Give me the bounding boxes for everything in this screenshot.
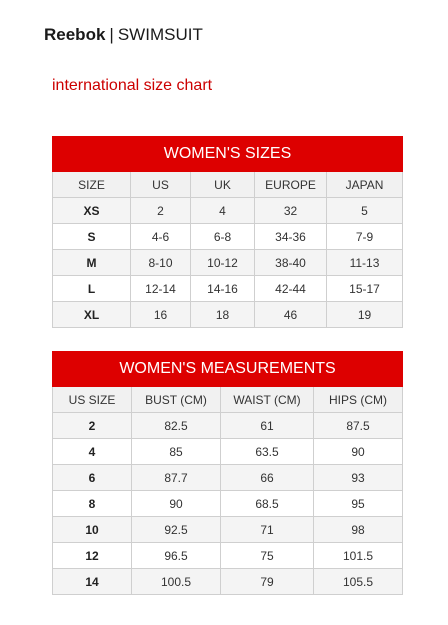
row-label-cell: 8 (53, 491, 132, 517)
table-cell: 82.5 (132, 413, 221, 439)
row-label-cell: 6 (53, 465, 132, 491)
column-header: EUROPE (255, 172, 327, 198)
table-cell: 38-40 (255, 250, 327, 276)
column-header: HIPS (CM) (314, 387, 403, 413)
row-label-cell: 4 (53, 439, 132, 465)
column-header: UK (191, 172, 255, 198)
table-row (53, 517, 403, 543)
page-header (44, 25, 203, 45)
table-cell: 90 (132, 491, 221, 517)
column-header: WAIST (CM) (221, 387, 314, 413)
womens-measurements-table (52, 351, 403, 595)
table-cell: 101.5 (314, 543, 403, 569)
table-row (53, 543, 403, 569)
table-cell: 34-36 (255, 224, 327, 250)
table-cell: 12-14 (131, 276, 191, 302)
table-row (53, 276, 403, 302)
table-cell: 79 (221, 569, 314, 595)
table-cell: 63.5 (221, 439, 314, 465)
column-header: JAPAN (327, 172, 403, 198)
row-label-cell: 14 (53, 569, 132, 595)
table-header-row (53, 172, 403, 198)
column-header: BUST (CM) (132, 387, 221, 413)
table-cell: 32 (255, 198, 327, 224)
table-cell: 66 (221, 465, 314, 491)
table-cell: 7-9 (327, 224, 403, 250)
table-cell: 61 (221, 413, 314, 439)
table-cell: 85 (132, 439, 221, 465)
size-chart-subtitle: international size chart (52, 77, 213, 94)
table-cell: 87.7 (132, 465, 221, 491)
table-cell: 11-13 (327, 250, 403, 276)
table-cell: 98 (314, 517, 403, 543)
table-cell: 16 (131, 302, 191, 328)
table-cell: 5 (327, 198, 403, 224)
table-row (53, 302, 403, 328)
table-row (53, 569, 403, 595)
table-cell: 4 (191, 198, 255, 224)
row-label-cell: 12 (53, 543, 132, 569)
table-cell: 2 (131, 198, 191, 224)
womens-measurements-body (53, 387, 403, 595)
table-cell: 96.5 (132, 543, 221, 569)
table-cell: 6-8 (191, 224, 255, 250)
table-cell: 93 (314, 465, 403, 491)
row-label-cell: XL (53, 302, 131, 328)
table-cell: 46 (255, 302, 327, 328)
table-row (53, 413, 403, 439)
table-cell: 95 (314, 491, 403, 517)
womens-sizes-body (53, 172, 403, 328)
row-label-cell: XS (53, 198, 131, 224)
womens-sizes-table (52, 136, 403, 328)
table-row (53, 439, 403, 465)
brand-name: Reebok (44, 25, 106, 44)
table-cell: 8-10 (131, 250, 191, 276)
table-cell: 87.5 (314, 413, 403, 439)
table-row (53, 465, 403, 491)
table-row (53, 198, 403, 224)
womens-sizes-title: WOMEN'S SIZES (53, 137, 403, 172)
table-row (53, 250, 403, 276)
row-label-cell: 2 (53, 413, 132, 439)
table-cell: 75 (221, 543, 314, 569)
table-row (53, 224, 403, 250)
row-label-cell: M (53, 250, 131, 276)
table-cell: 10-12 (191, 250, 255, 276)
table-cell: 105.5 (314, 569, 403, 595)
table-cell: 15-17 (327, 276, 403, 302)
table-header-row (53, 387, 403, 413)
column-header: US SIZE (53, 387, 132, 413)
header-separator: | (109, 25, 114, 44)
product-category: SWIMSUIT (117, 25, 203, 44)
table-cell: 100.5 (132, 569, 221, 595)
table-cell: 71 (221, 517, 314, 543)
womens-measurements-title: WOMEN'S MEASUREMENTS (53, 352, 403, 387)
table-cell: 90 (314, 439, 403, 465)
table-cell: 14-16 (191, 276, 255, 302)
table-cell: 68.5 (221, 491, 314, 517)
table-cell: 19 (327, 302, 403, 328)
row-label-cell: 10 (53, 517, 132, 543)
column-header: US (131, 172, 191, 198)
row-label-cell: S (53, 224, 131, 250)
table-cell: 4-6 (131, 224, 191, 250)
table-row (53, 491, 403, 517)
column-header: SIZE (53, 172, 131, 198)
table-cell: 42-44 (255, 276, 327, 302)
table-cell: 18 (191, 302, 255, 328)
row-label-cell: L (53, 276, 131, 302)
table-cell: 92.5 (132, 517, 221, 543)
